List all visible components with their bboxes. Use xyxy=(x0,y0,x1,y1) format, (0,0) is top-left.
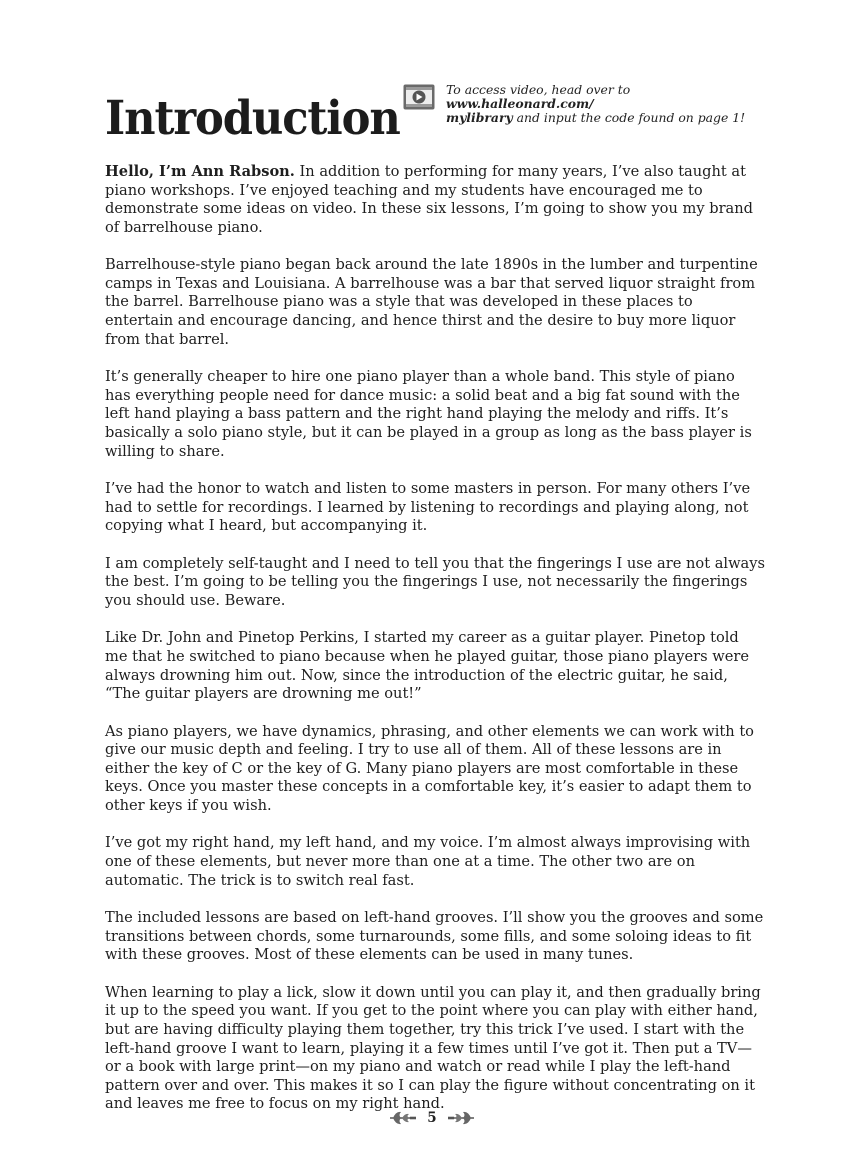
flourish-left-icon xyxy=(388,1108,418,1128)
paragraph: Barrelhouse-style piano began back around the late 1890s in the lumber and turpentine camps in Texas and Louisiana. A barrelhouse was a bar that served liquor straight from the barrel. Barrelhouse piano was a style that was developed in these places to entertain and encourage dancing, and hence thirst and the desire to buy more liquor from that barrel. xyxy=(105,256,758,348)
author-greeting: Hello, I’m Ann Rabson. xyxy=(105,163,295,180)
paragraph: I am completely self-taught and I need to tell you that the fingerings I use are not always the best. I’m going to be telling you the fingerings I use, not necessarily the fingerings you should use. Beware. xyxy=(105,554,765,609)
video-note-prefix: To access video, head over to xyxy=(446,82,631,97)
page-footer xyxy=(0,1104,864,1132)
paragraph: I’ve got my right hand, my left hand, and my voice. I’m almost always improvising with one of these elements, but never more than one at a time. The other two are on automatic. The trick is to switch real fast. xyxy=(105,834,751,889)
video-note-suffix: and input the code found on page 1! xyxy=(512,110,746,125)
paragraph xyxy=(105,163,765,237)
paragraph: As piano players, we have dynamics, phrasing, and other elements we can work with to give our music depth and feeling. I try to use all of them. All of these lessons are in either the key of C or the key of G. Many piano players are most comfortable in these keys. Once you master these concepts in a comfortable key, it’s easier to adapt them to other keys if you wish. xyxy=(105,722,754,814)
paragraph: The included lessons are based on left-hand grooves. I’ll show you the grooves and some transitions between chords, some turnarounds, some fills, and some soloing ideas to fit with these grooves. Most of these elements can be used in many tunes. xyxy=(105,909,764,964)
introduction-body xyxy=(105,163,765,1133)
paragraph: I’ve had the honor to watch and listen to some masters in person. For many others I’ve had to settle for recordings. I learned by listening to recordings and playing along, not copying what I heard, but accompanying it. xyxy=(105,479,751,535)
video-access-note xyxy=(446,83,766,125)
paragraph: When learning to play a lick, slow it down until you can play it, and then gradually bring it up to the speed you want. If you get to the point where you can play with either hand, but are having difficulty playing them together, try this trick I’ve used. I start with the left-hand groove I want to learn, playing it a few times until I’ve got it. Then put a TV—or a book with large print—on my piano and watch or read while I play the left-hand pattern over and over. This makes it so I can play the figure without concentrating on it and leaves me free to focus on my right hand. xyxy=(105,983,761,1113)
flourish-right-icon xyxy=(446,1108,476,1128)
video-play-icon xyxy=(403,84,435,110)
intro-text: In addition to performing for many years, I’ve also taught at piano workshops. I’ve enjoyed teaching and my students have encouraged me to demonstrate some ideas on video. In these six lessons, I’m going to show you my brand of barrelhouse piano. xyxy=(105,163,753,236)
library-url-part2[interactable]: mylibrary xyxy=(446,110,513,125)
page-title: Introduction xyxy=(105,91,400,147)
paragraph: Like Dr. John and Pinetop Perkins, I started my career as a guitar player. Pinetop told me that he switched to piano because when he played guitar, those piano players were always drowning him out. Now, since the introduction of the electric guitar, he said, “The guitar players are drowning me out!” xyxy=(105,629,750,703)
library-url-part1[interactable]: www.halleonard.com/ xyxy=(446,96,594,111)
page-number: 5 xyxy=(427,1110,437,1126)
paragraph: It’s generally cheaper to hire one piano player than a whole band. This style of piano has everything people need for dance music: a solid beat and a big fat sound with the left hand playing a bass pattern and the right hand playing the melody and riffs. It’s basically a solo piano style, but it can be played in a group as long as the bass player is willing to share. xyxy=(105,368,752,460)
